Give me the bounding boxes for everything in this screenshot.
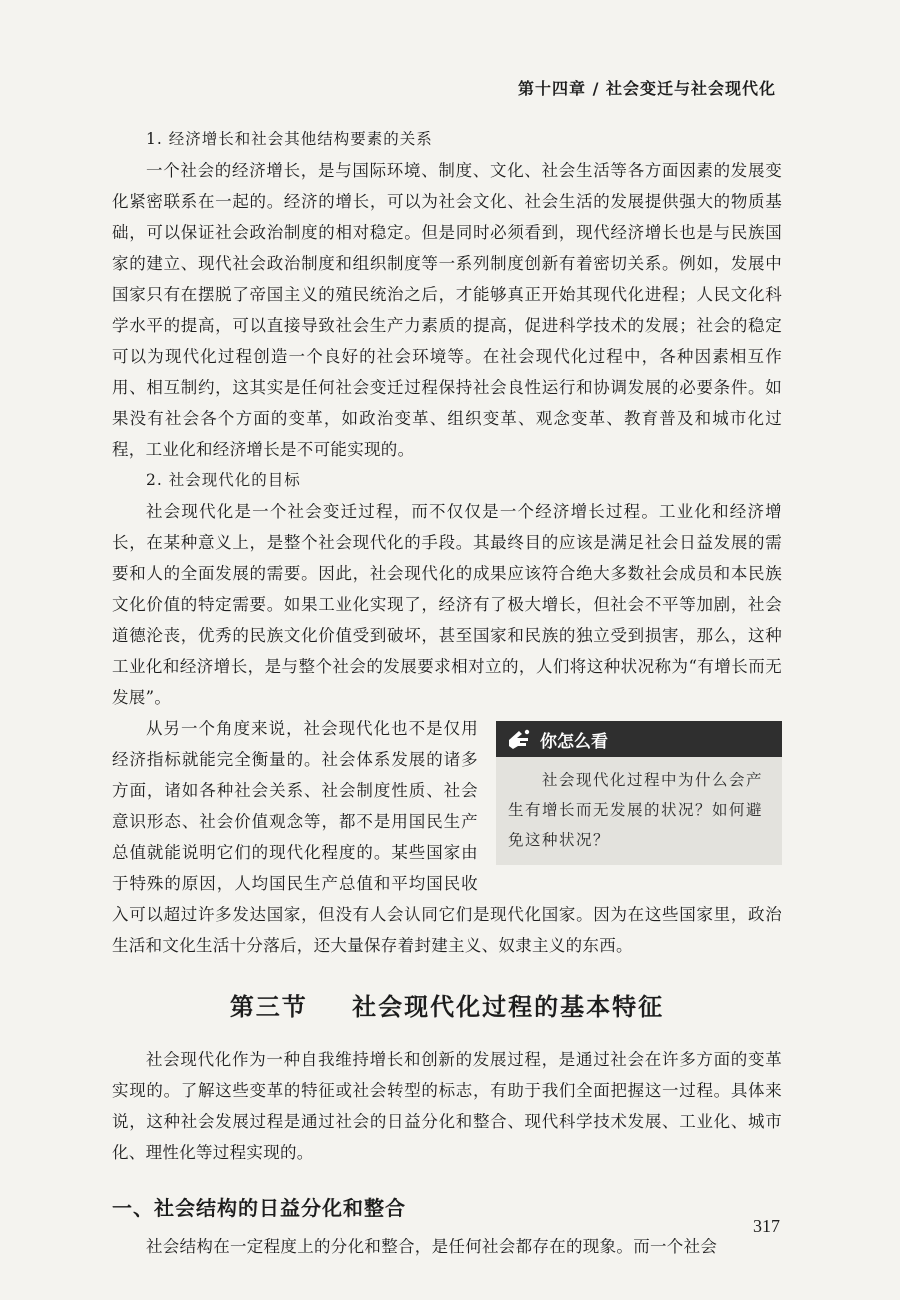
paragraph-section-intro: 社会现代化作为一种自我维持增长和创新的发展过程，是通过社会在许多方面的变革实现的。了解这些变革的特征或社会转型的标志，有助于我们全面把握这一过程。具体来说，这种社会发展过程是通过社会的日益分化和整合、现代科学技术发展、工业化、城市化、理性化等过程实现的。 xyxy=(112,1050,782,1162)
paragraph-modernization-goal: 社会现代化是一个社会变迁过程，而不仅仅是一个经济增长过程。工业化和经济增长，在某种意义上，是整个社会现代化的手段。其最终目的应该是满足社会日益发展的需要和人的全面发展的需要。因此，社会现代化的成果应该符合绝大多数社会成员和本民族文化价值的特定需要。如果工业化实现了，经济有了极大增长，但社会不平等加剧，社会道德沦丧，优秀的民族文化价值受到破坏，甚至国家和民族的独立受到损害，那么，这种工业化和经济增长，是与整个社会的发展要求相对立的，人们将这种状况称为“有增长而无发展”。 xyxy=(112,502,782,707)
section-number: 第三节 xyxy=(229,993,308,1021)
callout-header xyxy=(496,721,782,757)
subheading-economic-growth: 1. 经济增长和社会其他结构要素的关系 xyxy=(146,130,433,148)
hand-pointing-icon xyxy=(506,727,532,751)
what-do-you-think-callout xyxy=(496,721,782,865)
section-title xyxy=(112,987,782,1022)
page-number: 317 xyxy=(753,1216,780,1236)
section-title-text: 社会现代化过程的基本特征 xyxy=(352,993,665,1021)
callout-question: 社会现代化过程中为什么会产生有增长而无发展的状况？如何避免这种状况？ xyxy=(508,771,764,849)
subheading-structure-differentiation: 一、社会结构的日益分化和整合 xyxy=(112,1196,406,1220)
callout-title: 你怎么看 xyxy=(540,731,608,752)
paragraph-economic-growth: 一个社会的经济增长，是与国际环境、制度、文化、社会生活等各方面因素的发展变化紧密联系在一起的。经济的增长，可以为社会文化、社会生活的发展提供强大的物质基础，可以保证社会政治制度的相对稳定。但是同时必须看到，现代经济增长也是与民族国家的建立、现代社会政治制度和组织制度等一系列制度创新有着密切关系。例如，发展中国家只有在摆脱了帝国主义的殖民统治之后，才能够真正开始其现代化进程；人民文化科学水平的提高，可以直接导致社会生产力素质的提高，促进科学技术的发展；社会的稳定可以为现代化过程创造一个良好的社会环境等。在社会现代化过程中，各种因素相互作用、相互制约，这其实是任何社会变迁过程保持社会良性运行和协调发展的必要条件。如果没有社会各个方面的变革，如政治变革、组织变革、观念变革、教育普及和城市化过程，工业化和经济增长是不可能实现的。 xyxy=(112,161,782,459)
page-content xyxy=(112,124,782,1262)
paragraph-economic-indicators: 从另一个角度来说，社会现代化也不是仅用经济指标就能完全衡量的。社会体系发展的诸多方面，诸如各种社会关系、社会制度性质、社会意识形态、社会价值观念等，都不是用国民生产总值就能说明它们的现代化程度的。某些国家由于特殊的原因，人均国民生产总值和平均国民收入可以超过许多发达国家，但没有人会认同它们是现代化国家。因为在这些国家里，政治生活和文化生活十分落后，还大量保存着封建主义、奴隶主义的东西。 xyxy=(112,719,782,955)
subheading-modernization-goal: 2. 社会现代化的目标 xyxy=(146,471,301,489)
paragraph-structure-differentiation: 社会结构在一定程度上的分化和整合，是任何社会都存在的现象。而一个社会 xyxy=(146,1237,718,1256)
callout-wrap-area xyxy=(112,713,782,961)
running-header: 第十四章 / 社会变迁与社会现代化 xyxy=(518,79,776,98)
